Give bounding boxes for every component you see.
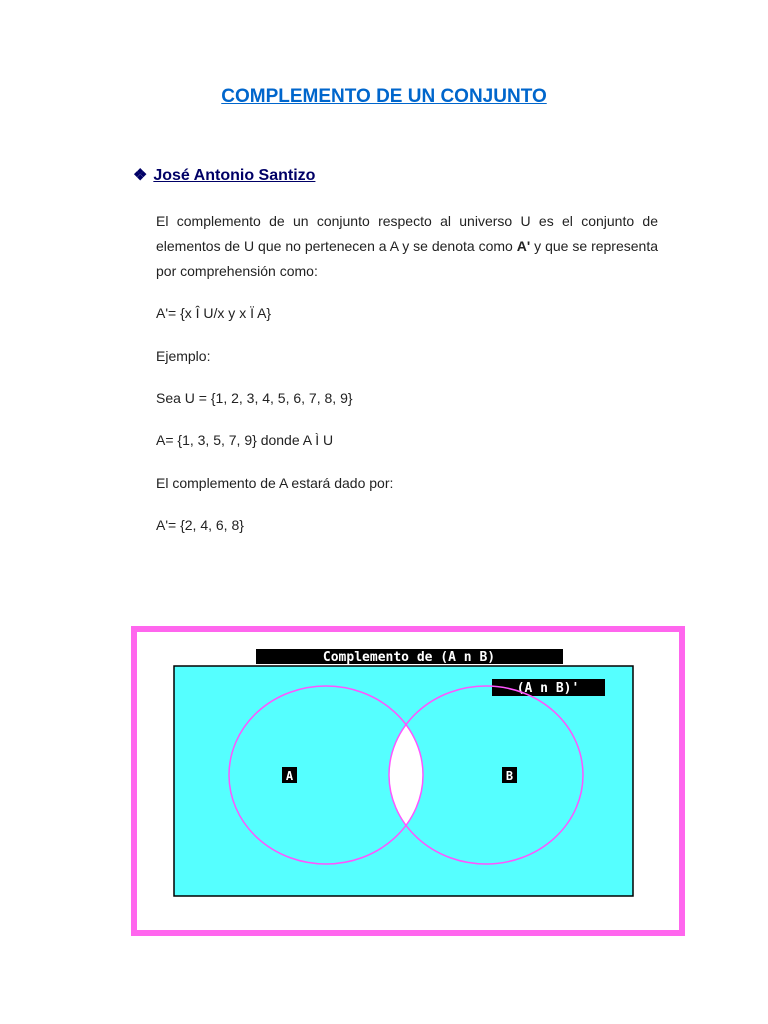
content-body: [156, 209, 659, 533]
author-heading: [133, 165, 315, 185]
complement-statement: El complemento de A estará dado por:: [156, 475, 394, 491]
example-heading: Ejemplo:: [156, 348, 211, 364]
intro-bold-symbol: A': [516, 238, 531, 254]
complement-definition: A'= {x Î U/x y x Ï A}: [156, 305, 272, 321]
venn-figure-frame: [131, 626, 685, 936]
page-title: COMPLEMENTO DE UN CONJUNTO: [221, 86, 547, 107]
diamond-bullet-icon: ❖: [133, 167, 148, 184]
complement-label: (A n B)': [516, 681, 580, 696]
author-name: José Antonio Santizo: [153, 167, 316, 184]
figure-title: Complemento de (A n B): [322, 650, 496, 665]
complement-result: A'= {2, 4, 6, 8}: [156, 517, 244, 533]
venn-diagram: [137, 632, 679, 930]
universe-set: Sea U = {1, 2, 3, 4, 5, 6, 7, 8, 9}: [156, 390, 353, 406]
intro-text-2: y que se representa por comprehensión como:: [156, 238, 659, 279]
intro-paragraph: [156, 209, 658, 284]
intro-text-1: El complemento de un conjunto respecto al universo U es el conjunto de elementos de U que no pertenecen a A y se denota como: [156, 213, 658, 254]
set-b-label: B: [505, 769, 514, 783]
set-a-label: A: [285, 769, 294, 783]
set-a: A= {1, 3, 5, 7, 9} donde A Ì U: [156, 432, 334, 448]
